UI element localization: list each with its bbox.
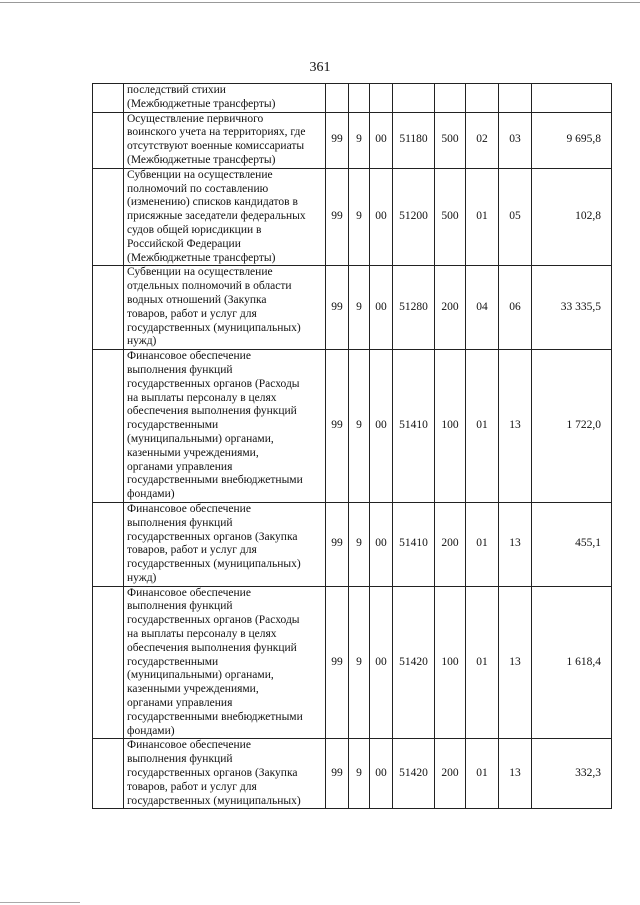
expense-name-cell (124, 112, 326, 168)
expense-name-line: нужд) (127, 571, 157, 584)
direction-code-cell: 51420 (393, 586, 435, 739)
amount-cell: 9 695,8 (532, 112, 612, 168)
direction-code-cell: 51410 (393, 350, 435, 503)
subprogram-code-cell: 9 (349, 350, 370, 503)
expense-name-line: обеспечения выполнения функций (127, 641, 297, 654)
subsection-cell: 03 (499, 112, 532, 168)
group-code-cell: 00 (370, 502, 393, 586)
expense-name-line: (Межбюджетные трансферты) (127, 97, 276, 110)
expense-name-line: государственными (127, 419, 219, 432)
table-row (93, 502, 612, 586)
expense-name-line: казенными учреждениями, (127, 683, 259, 696)
program-code-cell: 99 (326, 168, 349, 266)
expense-type-cell: 200 (435, 266, 466, 350)
expense-name-line: обеспечения выполнения функций (127, 405, 297, 418)
table-row (93, 84, 612, 113)
expense-name-line: товаров, работ и услуг для (127, 780, 257, 793)
program-code-cell: 99 (326, 350, 349, 503)
program-code-cell: 99 (326, 586, 349, 739)
expense-name-cell (124, 739, 326, 809)
expense-name-line: (муниципальными) органами, (127, 432, 274, 445)
subsection-cell: 05 (499, 168, 532, 266)
direction-code-cell: 51180 (393, 112, 435, 168)
expense-name-line: водных отношений (Закупка (127, 293, 267, 306)
expense-name-line: выполнения функций (127, 753, 233, 766)
expense-name-line: Финансовое обеспечение (127, 586, 251, 599)
section-cell: 01 (466, 739, 499, 809)
program-code-cell: 99 (326, 502, 349, 586)
subprogram-code-cell (349, 84, 370, 113)
expense-name-line: органами управления (127, 697, 233, 710)
section-cell: 01 (466, 168, 499, 266)
program-code-cell: 99 (326, 112, 349, 168)
expense-name-line: Субвенции на осуществление (127, 266, 273, 279)
amount-cell: 1 722,0 (532, 350, 612, 503)
expense-name-line: (изменению) списков кандидатов в (127, 196, 298, 209)
expense-name-line: государственными (127, 655, 219, 668)
expense-name-line: государственных органов (Расходы (127, 614, 300, 627)
amount-cell: 332,3 (532, 739, 612, 809)
scan-edge-bottom (0, 902, 80, 903)
expense-type-cell: 100 (435, 586, 466, 739)
row-number-cell (93, 168, 124, 266)
direction-code-cell: 51280 (393, 266, 435, 350)
direction-code-cell: 51410 (393, 502, 435, 586)
expense-name-line: государственных органов (Закупка (127, 530, 298, 543)
expense-name-cell (124, 84, 326, 113)
table-row (93, 350, 612, 503)
expense-name-line: государственных (муниципальных) (127, 794, 301, 807)
subprogram-code-cell: 9 (349, 502, 370, 586)
expense-name-line: государственных (муниципальных) (127, 558, 301, 571)
program-code-cell: 99 (326, 739, 349, 809)
row-number-cell (93, 266, 124, 350)
amount-cell (532, 84, 612, 113)
group-code-cell (370, 84, 393, 113)
expense-name-line: (Межбюджетные трансферты) (127, 153, 276, 166)
expense-name-line: (муниципальными) органами, (127, 669, 274, 682)
expense-name-line: Российской Федерации (127, 237, 241, 250)
section-cell: 01 (466, 350, 499, 503)
expense-name-line: государственными внебюджетными (127, 710, 303, 723)
row-number-cell (93, 502, 124, 586)
expense-name-line: государственных органов (Закупка (127, 767, 298, 780)
expense-name-line: нужд) (127, 335, 157, 348)
table-row (93, 266, 612, 350)
subsection-cell: 06 (499, 266, 532, 350)
expense-name-line: полномочий по составлению (127, 182, 269, 195)
expense-name-line: фондами) (127, 724, 175, 737)
table-row (93, 739, 612, 809)
group-code-cell: 00 (370, 586, 393, 739)
program-code-cell: 99 (326, 266, 349, 350)
expense-name-line: воинского учета на территориях, где (127, 126, 306, 139)
subprogram-code-cell: 9 (349, 266, 370, 350)
expense-name-line: на выплаты персоналу в целях (127, 391, 277, 404)
row-number-cell (93, 739, 124, 809)
section-cell (466, 84, 499, 113)
direction-code-cell (393, 84, 435, 113)
row-number-cell (93, 84, 124, 113)
expense-name-line: товаров, работ и услуг для (127, 307, 257, 320)
program-code-cell (326, 84, 349, 113)
expense-name-line: Субвенции на осуществление (127, 168, 273, 181)
expense-name-line: (Межбюджетные трансферты) (127, 251, 276, 264)
expense-type-cell: 100 (435, 350, 466, 503)
expense-name-line: государственных органов (Расходы (127, 377, 300, 390)
expense-name-line: выполнения функций (127, 363, 233, 376)
expense-name-cell (124, 502, 326, 586)
section-cell: 01 (466, 502, 499, 586)
expense-name-line: отдельных полномочий в области (127, 280, 292, 293)
subsection-cell: 13 (499, 350, 532, 503)
section-cell: 01 (466, 586, 499, 739)
row-number-cell (93, 350, 124, 503)
expense-name-line: выполнения функций (127, 516, 233, 529)
budget-table (92, 83, 612, 809)
subprogram-code-cell: 9 (349, 586, 370, 739)
expense-name-line: Финансовое обеспечение (127, 502, 251, 515)
expense-name-line: государственных (муниципальных) (127, 321, 301, 334)
expense-name-line: казенными учреждениями, (127, 446, 259, 459)
subsection-cell (499, 84, 532, 113)
group-code-cell: 00 (370, 739, 393, 809)
table-row (93, 112, 612, 168)
group-code-cell: 00 (370, 112, 393, 168)
expense-name-cell (124, 168, 326, 266)
group-code-cell: 00 (370, 266, 393, 350)
direction-code-cell: 51200 (393, 168, 435, 266)
row-number-cell (93, 586, 124, 739)
amount-cell: 33 335,5 (532, 266, 612, 350)
expense-name-line: судов общей юрисдикции в (127, 223, 262, 236)
subsection-cell: 13 (499, 502, 532, 586)
expense-name-line: органами управления (127, 460, 233, 473)
expense-type-cell: 200 (435, 739, 466, 809)
scan-edge-top (0, 2, 640, 3)
subprogram-code-cell: 9 (349, 112, 370, 168)
expense-name-line: отсутствуют военные комиссариаты (127, 140, 305, 153)
subsection-cell: 13 (499, 739, 532, 809)
expense-type-cell (435, 84, 466, 113)
row-number-cell (93, 112, 124, 168)
amount-cell: 1 618,4 (532, 586, 612, 739)
expense-name-cell (124, 350, 326, 503)
amount-cell: 455,1 (532, 502, 612, 586)
table-row (93, 168, 612, 266)
expense-name-cell (124, 266, 326, 350)
expense-name-line: товаров, работ и услуг для (127, 544, 257, 557)
page-number: 361 (309, 60, 331, 75)
expense-type-cell: 200 (435, 502, 466, 586)
budget-table-body (93, 84, 612, 809)
expense-name-line: фондами) (127, 488, 175, 501)
expense-name-line: Финансовое обеспечение (127, 739, 251, 752)
subprogram-code-cell: 9 (349, 168, 370, 266)
section-cell: 04 (466, 266, 499, 350)
amount-cell: 102,8 (532, 168, 612, 266)
expense-name-line: государственными внебюджетными (127, 474, 303, 487)
expense-type-cell: 500 (435, 112, 466, 168)
subprogram-code-cell: 9 (349, 739, 370, 809)
expense-name-line: последствий стихии (127, 84, 226, 96)
subsection-cell: 13 (499, 586, 532, 739)
table-row (93, 586, 612, 739)
section-cell: 02 (466, 112, 499, 168)
expense-name-line: выполнения функций (127, 600, 233, 613)
group-code-cell: 00 (370, 350, 393, 503)
direction-code-cell: 51420 (393, 739, 435, 809)
expense-name-line: присяжные заседатели федеральных (127, 210, 306, 223)
expense-name-line: Финансовое обеспечение (127, 350, 251, 363)
expense-name-line: Осуществление первичного (127, 112, 264, 125)
expense-name-cell (124, 586, 326, 739)
expense-type-cell: 500 (435, 168, 466, 266)
expense-name-line: на выплаты персоналу в целях (127, 628, 277, 641)
group-code-cell: 00 (370, 168, 393, 266)
